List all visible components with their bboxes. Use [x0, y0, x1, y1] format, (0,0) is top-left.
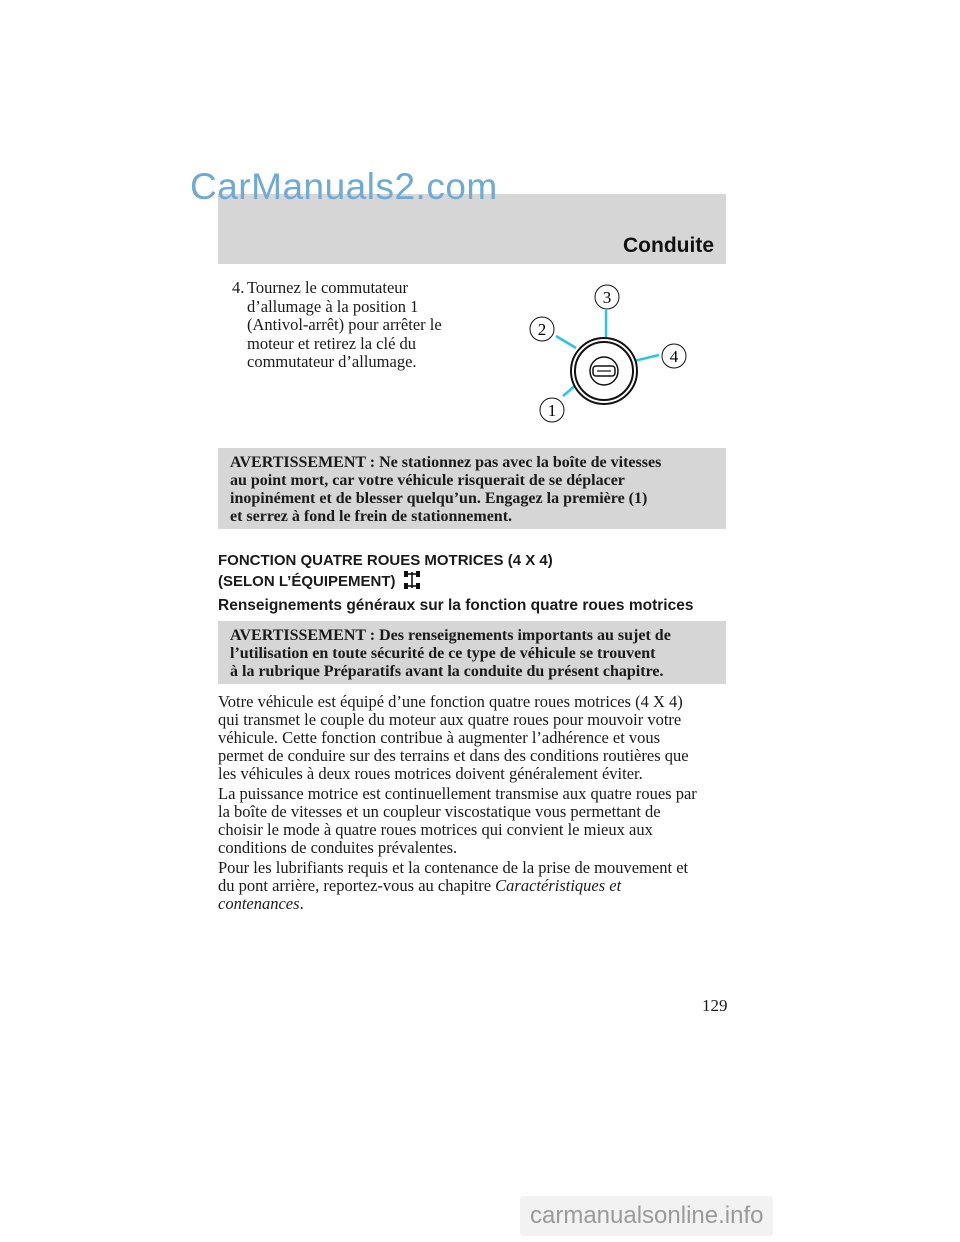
position-label-2: 2 [537, 320, 547, 339]
warning-box-parking [218, 448, 726, 529]
heading-line: FONCTION QUATRE ROUES MOTRICES (4 X 4) [218, 552, 553, 569]
warning-line: AVERTISSEMENT : Ne stationnez pas avec la boîte de vitesses [230, 454, 662, 471]
position-label-1: 1 [547, 401, 557, 420]
paragraph-line: les véhicules à deux roues motrices doivent généralement éviter. [218, 764, 643, 783]
paragraph-text: du pont arrière, reportez-vous au chapitre [218, 876, 496, 895]
paragraph-text: . [299, 894, 304, 913]
step-number: 4. [232, 278, 245, 297]
watermark-logo: CarManuals2.com [190, 166, 498, 207]
paragraph-line: permet de conduire sur des terrains et dans des conditions routières que [218, 746, 689, 765]
warning-line: inopinément et de blesser quelqu’un. Engagez la première (1) [230, 490, 648, 507]
step-4 [232, 279, 492, 372]
warning-line: et serrez à fond le frein de stationnement. [230, 508, 513, 525]
paragraph-line [218, 895, 730, 913]
paragraph-line: La puissance motrice est continuellement transmise aux quatre roues par [218, 784, 697, 803]
position-label-4: 4 [669, 347, 679, 366]
step-text [247, 279, 492, 372]
paragraph-power-transfer [218, 785, 730, 857]
paragraph-line: Votre véhicule est équipé d’une fonction quatre roues motrices (4 X 4) [218, 692, 683, 711]
paragraph-line: qui transmet le couple du moteur aux quatre roues pour mouvoir votre [218, 710, 682, 729]
paragraph-line: la boîte de vitesses et un coupleur viscostatique vous permettant de [218, 802, 661, 821]
position-line-2 [556, 336, 576, 348]
position-line-4 [634, 355, 659, 361]
paragraph-4x4-intro [218, 693, 730, 783]
step-line: d’allumage à la position 1 [247, 296, 419, 316]
heading-text: (SELON L’ÉQUIPEMENT) [218, 573, 396, 590]
warning-line: au point mort, car votre véhicule risquerait de se déplacer [230, 472, 625, 489]
warning-line: à la rubrique Préparatifs avant la conduite du présent chapitre. [230, 663, 664, 680]
heading-line-2 [218, 570, 553, 591]
four-wheel-drive-icon [403, 570, 421, 590]
section-heading-4x4 [218, 552, 553, 591]
ignition-switch-diagram [526, 276, 696, 436]
paragraph-line: Pour les lubrifiants requis et la contenance de la prise de mouvement et [218, 858, 689, 877]
subsection-heading: Renseignements généraux sur la fonction quatre roues motrices [218, 597, 694, 614]
paragraph-line [218, 877, 730, 895]
step-line: Tournez le commutateur [247, 278, 409, 297]
paragraph-line: conditions de conduites prévalentes. [218, 838, 458, 857]
step-line: (Antivol-arrêt) pour arrêter le [247, 315, 442, 334]
warning-line: AVERTISSEMENT : Des renseignements importants au sujet de [230, 627, 671, 644]
paragraph-line: véhicule. Cette fonction contribue à augmenter l’adhérence et vous [218, 728, 661, 747]
paragraph-line: choisir le mode à quatre roues motrices qui convient le mieux aux [218, 820, 653, 839]
step-line: moteur et retirez la clé du [247, 333, 417, 353]
warning-box-safety [218, 621, 726, 684]
step-line: commutateur d’allumage. [247, 352, 417, 371]
section-title: Conduite [623, 234, 714, 257]
chapter-reference: Caractéristiques et [495, 876, 622, 895]
warning-line: l’utilisation en toute sécurité de ce type de véhicule se trouvent [230, 645, 656, 662]
footer-watermark: carmanualsonline.info [520, 1196, 773, 1236]
chapter-reference: contenances [218, 894, 300, 913]
position-label-3: 3 [602, 288, 612, 307]
page-number: 129 [702, 996, 728, 1015]
paragraph-lubricants [218, 859, 730, 913]
